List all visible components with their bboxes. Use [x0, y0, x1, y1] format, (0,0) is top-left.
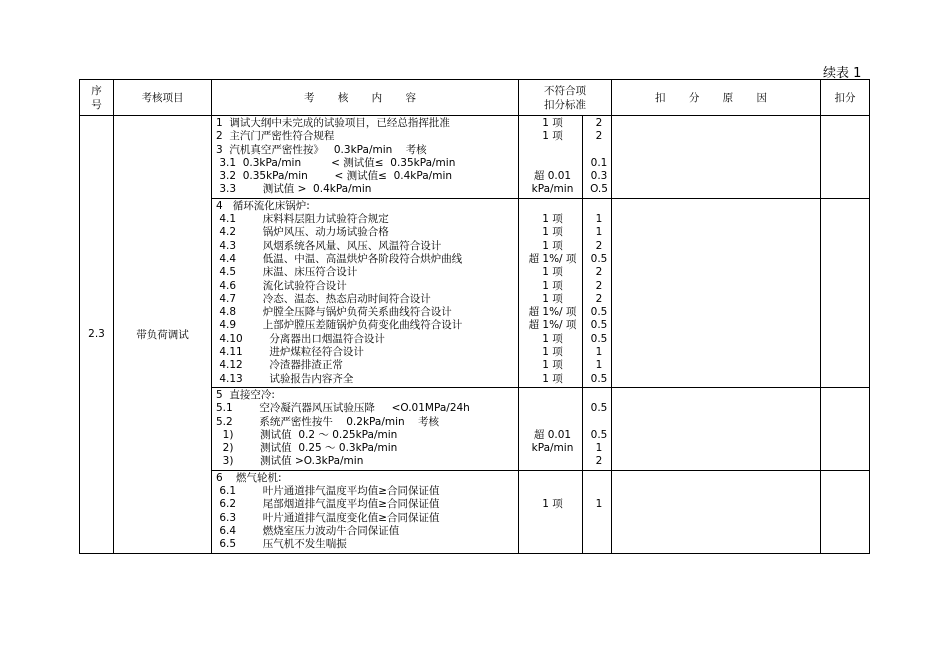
continuation-label: 续表 1: [823, 66, 862, 81]
cell-line: [523, 402, 582, 415]
cell-line: [587, 538, 611, 551]
cell-line: 4.5 床温、床压符合设计: [216, 266, 358, 279]
cell-line: 超 1%/ 项: [528, 319, 577, 332]
cell-line: 2: [595, 279, 603, 292]
cell-line: [523, 525, 582, 538]
cell-line: [523, 200, 582, 213]
cell-line: 4 循环流化床锅炉:: [216, 199, 310, 212]
cell-line: [587, 416, 611, 429]
cell-line: [587, 389, 611, 402]
cell-line: kPa/min: [531, 183, 574, 196]
header-seq: 序 号: [80, 80, 114, 116]
cell-line: 6 燃气轮机:: [216, 471, 282, 484]
cell-line: 0.1: [590, 156, 608, 169]
cell-line: [523, 157, 582, 170]
cell-line: 4.9 上部炉膛压差随锅炉负荷变化曲线符合设计: [216, 319, 463, 332]
cell-line: 1 项: [542, 359, 563, 372]
cell-line: 2: [595, 455, 603, 468]
cell-line: 6.2 尾部烟道排气温度平均值≥合同保证值: [216, 498, 440, 511]
cell-line: O.5: [590, 183, 608, 196]
points-cell: [583, 387, 612, 470]
cell-line: 0.5: [590, 332, 608, 345]
cell-line: 超 0.01: [533, 170, 572, 183]
points-cell: [583, 116, 612, 199]
cell-line: 1 调试大纲中未完成的试验项目，已经总指挥批准: [216, 117, 450, 129]
cell-line: 1 项: [542, 117, 563, 129]
header-row: [80, 80, 870, 116]
cell-line: [523, 455, 582, 468]
cell-line: 0.3: [590, 170, 608, 183]
cell-line: [587, 200, 611, 213]
cell-line: 1 项: [542, 346, 563, 359]
content-cell: [212, 116, 519, 199]
cell-line: [523, 538, 582, 551]
seq-cell: 2.3: [80, 116, 114, 554]
reason-cell[interactable]: [612, 116, 821, 199]
cell-line: 1: [595, 213, 603, 226]
cell-line: 1 项: [542, 332, 563, 345]
cell-line: [523, 472, 582, 485]
reason-cell[interactable]: [612, 198, 821, 387]
cell-line: 1 项: [542, 130, 563, 143]
group-row: [80, 116, 870, 199]
cell-line: 1 项: [542, 266, 563, 279]
cell-line: 4.6 流化试验符合设计: [216, 279, 347, 292]
cell-line: 2: [595, 117, 603, 129]
cell-line: [587, 144, 611, 157]
cell-line: 5 直接空冷:: [216, 388, 275, 401]
cell-line: 1: [595, 226, 603, 239]
item-cell: 带负荷调试: [114, 116, 212, 554]
standard-cell: [519, 470, 583, 553]
header-content: 考 核 内 容: [212, 80, 519, 116]
cell-line: 3 汽机真空严密性按》 0.3kPa/min 考核: [216, 143, 427, 156]
cell-line: 4.10 分离器出口烟温符合设计: [216, 332, 385, 345]
cell-line: 6.1 叶片通道排气温度平均值≥合同保证值: [216, 485, 440, 498]
cell-line: 1: [595, 442, 603, 455]
cell-line: 5.1 空冷凝汽器风压试验压降 <O.01MPa/24h: [216, 402, 470, 415]
cell-line: 3) 测试值 >O.3kPa/min: [216, 455, 364, 468]
cell-line: 1 项: [542, 213, 563, 226]
cell-line: 1) 测试值 0.2 ～ 0.25kPa/min: [216, 428, 398, 441]
standard-cell: [519, 116, 583, 199]
deduct-cell[interactable]: [821, 470, 870, 553]
cell-line: 0.5: [590, 319, 608, 332]
content-cell: [212, 387, 519, 470]
cell-line: 4.1 床料料层阻力试验符合规定: [216, 213, 389, 226]
cell-line: kPa/min: [531, 442, 574, 455]
deduct-cell[interactable]: [821, 387, 870, 470]
cell-line: 0.5: [590, 252, 608, 265]
cell-line: 1: [595, 498, 603, 511]
cell-line: 2 主汽门严密性符合规程: [216, 130, 335, 143]
header-standard: 不符合项 扣分标准: [519, 80, 612, 116]
cell-line: 0.5: [590, 306, 608, 319]
cell-line: 0.5: [590, 428, 608, 441]
cell-line: 2: [595, 266, 603, 279]
cell-line: 6.4 燃烧室压力波动牛合同保证值: [216, 524, 400, 537]
cell-line: [523, 389, 582, 402]
cell-line: 3.2 0.35kPa/min < 测试值≤ 0.4kPa/min: [216, 170, 453, 183]
cell-line: [587, 472, 611, 485]
deduct-cell[interactable]: [821, 198, 870, 387]
header-reason: 扣 分 原 因: [612, 80, 821, 116]
cell-line: 2: [595, 130, 603, 143]
cell-line: [523, 512, 582, 525]
cell-line: 1 项: [542, 279, 563, 292]
content-cell: [212, 198, 519, 387]
cell-line: [523, 485, 582, 498]
reason-cell[interactable]: [612, 470, 821, 553]
cell-line: 1 项: [542, 372, 563, 385]
points-cell: [583, 198, 612, 387]
cell-line: 4.3 风烟系统各风量、风压、风温符合设计: [216, 239, 442, 252]
standard-cell: [519, 387, 583, 470]
cell-line: 6.3 叶片通道排气温度变化值≥合同保证值: [216, 511, 440, 524]
cell-line: 1: [595, 359, 603, 372]
cell-line: 4.7 冷态、温态、热态启动时间符合设计: [216, 292, 431, 305]
cell-line: 1 项: [542, 226, 563, 239]
reason-cell[interactable]: [612, 387, 821, 470]
cell-line: 4.12 冷渣器排渣正常: [216, 359, 343, 372]
cell-line: 4.13 试验报告内容齐全: [216, 372, 354, 385]
cell-line: 超 1%/ 项: [528, 306, 577, 319]
cell-line: 1 项: [542, 292, 563, 305]
cell-line: 超 1%/ 项: [528, 252, 577, 265]
cell-line: [587, 525, 611, 538]
content-cell: [212, 470, 519, 553]
cell-line: 4.8 炉膛全压降与锅炉负荷关系曲线符合设计: [216, 306, 452, 319]
header-deduct: 扣分: [821, 80, 870, 116]
cell-line: 6.5 压气机不发生喘振: [216, 538, 347, 551]
cell-line: 2: [595, 239, 603, 252]
cell-line: 0.5: [590, 402, 608, 415]
cell-line: 2) 测试值 0.25 ～ 0.3kPa/min: [216, 442, 398, 455]
standard-cell: [519, 198, 583, 387]
cell-line: [523, 144, 582, 157]
cell-line: [587, 485, 611, 498]
cell-line: 4.11 进炉煤粒径符合设计: [216, 346, 364, 359]
cell-line: 5.2 系统严密性按牛 0.2kPa/min 考核: [216, 415, 440, 428]
cell-line: 4.4 低温、中温、高温烘炉各阶段符合烘炉曲线: [216, 252, 463, 265]
points-cell: [583, 470, 612, 553]
cell-line: [587, 512, 611, 525]
cell-line: 超 0.01: [533, 428, 572, 441]
cell-line: 4.2 锅炉风压、动力场试验合格: [216, 226, 389, 239]
cell-line: [523, 416, 582, 429]
cell-line: 2: [595, 292, 603, 305]
cell-line: 1 项: [542, 239, 563, 252]
cell-line: 0.5: [590, 372, 608, 385]
deduct-cell[interactable]: [821, 116, 870, 199]
assessment-table: [79, 79, 870, 554]
cell-line: 3.1 0.3kPa/min < 测试值≤ 0.35kPa/min: [216, 156, 456, 169]
header-item: 考核项目: [114, 80, 212, 116]
cell-line: 1 项: [542, 498, 563, 511]
cell-line: 1: [595, 346, 603, 359]
cell-line: 3.3 测试值 > 0.4kPa/min: [216, 183, 372, 196]
